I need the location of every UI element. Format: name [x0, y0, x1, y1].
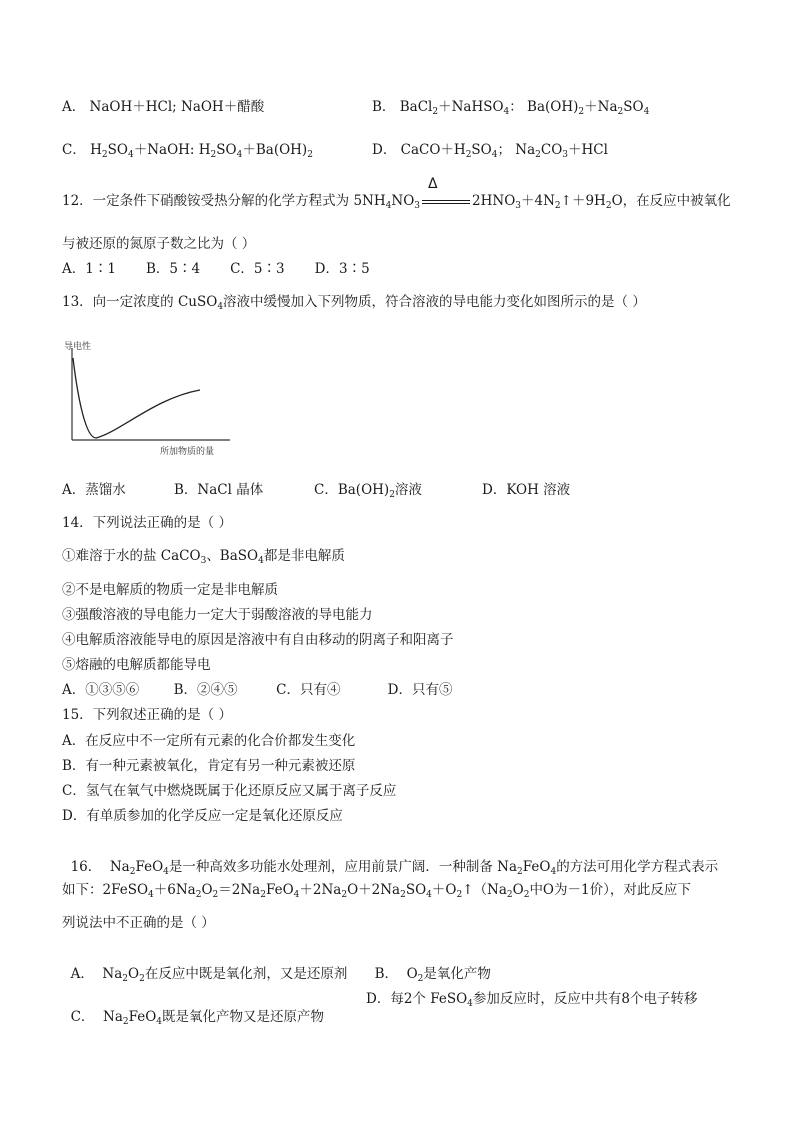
option-text: CaCO＋H [400, 142, 466, 158]
subscript: 4 [643, 107, 650, 117]
subscript: 4 [550, 867, 557, 877]
conductivity-curve [73, 358, 200, 438]
subscript: 4 [236, 150, 243, 160]
option-text: 是氧化产物 [423, 966, 491, 982]
option-text: BaCl [399, 99, 433, 115]
equation-text: O [512, 882, 524, 898]
q14-statement-5: ⑤熔融的电解质都能导电 [62, 657, 211, 673]
q12-stem [62, 192, 731, 210]
q16-option-b [366, 947, 491, 983]
statement-text: 、BaSO [206, 548, 259, 564]
q16-option-c [62, 990, 324, 1026]
question-text: 16． Na [70, 859, 130, 875]
subscript: 2 [456, 890, 463, 900]
subscript: 4 [426, 890, 432, 900]
option-text: ＋NaHSO [438, 99, 504, 115]
question-text: 是一种高效多功能水处理剂，应用前景广阔．一种制备 Na [168, 859, 518, 875]
q11-option-b [372, 98, 649, 116]
question-text: ↑＋9H [560, 193, 606, 209]
delta-symbol: Δ [428, 176, 438, 192]
q11-option-d [372, 141, 608, 159]
subscript: 4 [293, 890, 300, 900]
option-label: B． [372, 99, 396, 115]
subscript: 3 [562, 150, 569, 160]
subscript: 2 [122, 1017, 129, 1027]
subscript: 2 [535, 150, 541, 160]
q15-stem: 15．下列叙述正确的是（ ） [62, 707, 232, 723]
subscript: 4 [503, 107, 510, 117]
equation-text: ＋2Na [299, 882, 342, 898]
option-text: H [90, 142, 102, 158]
subscript: 2 [341, 890, 348, 900]
option-text: C．Ba(OH) [314, 482, 390, 498]
subscript: 2 [122, 974, 129, 984]
option-text: 参加反应时，反应中共有8个电子转移 [472, 991, 698, 1007]
statement-text: ①难溶于水的盐 CaCO [62, 548, 201, 564]
q16-stem [62, 840, 718, 876]
q13-option-a: A．蒸馏水 [62, 482, 126, 498]
q11-option-c [62, 141, 313, 159]
q15-option-c: C．氢气在氧气中燃烧既属于化还原反应又属于离子反应 [62, 783, 397, 799]
option-text: FeO [128, 1009, 157, 1025]
q16-stem-line3: 列说法中不正确的是（ ） [62, 915, 215, 931]
option-text: SO [107, 142, 128, 158]
option-text: (OH) [273, 142, 308, 158]
option-text: D．每2个 FeSO [366, 991, 468, 1007]
option-text: 在反应中既是氧化剂，又是还原剂 [144, 966, 348, 982]
subscript: 2 [129, 867, 136, 877]
subscript: 2 [578, 107, 585, 117]
option-text: 溶液 [394, 482, 422, 498]
subscript: 4 [127, 150, 134, 160]
option-text: NaOH＋HCl; NaOH＋醋酸 [89, 99, 265, 115]
equation-text: ＋O [431, 882, 457, 898]
question-text: 12．一定条件下硝酸铵受热分解的化学方程式为 5NH [62, 193, 386, 209]
option-text: A． Na [70, 966, 123, 982]
option-text: SO [471, 142, 492, 158]
q13-stem [62, 293, 646, 311]
question-text: NO [391, 193, 415, 209]
subscript: 4 [258, 556, 264, 566]
subscript: 4 [156, 1017, 163, 1027]
subscript: 2 [210, 150, 217, 160]
subscript: 2 [195, 890, 202, 900]
subscript: 2 [307, 150, 313, 160]
option-text: 既是氧化产物又是还原产物 [162, 1009, 325, 1025]
subscript: 4 [491, 150, 498, 160]
equation-text: O [201, 882, 213, 898]
subscript: 4 [148, 890, 154, 900]
q13-option-b: B．NaCl 晶体 [174, 482, 264, 498]
conductivity-graph [60, 340, 240, 460]
subscript: 2 [417, 974, 424, 984]
option-text: ； Na [497, 142, 536, 158]
subscript: 2 [260, 890, 266, 900]
equation-text: ↑（Na [462, 882, 507, 898]
option-text: ＋Na [584, 99, 618, 115]
subscript: 2 [465, 150, 472, 160]
subscript: 4 [385, 201, 392, 211]
question-text: O，在反应中被氧化 [611, 193, 731, 209]
equation-text: SO [405, 882, 427, 898]
equation-text: 如下：2FeSO [62, 882, 149, 898]
statement-text: 都是非电解质 [263, 548, 345, 564]
option-text: ＋Ba [242, 142, 274, 158]
subscript: 2 [554, 201, 561, 211]
subscript: 2 [101, 150, 108, 160]
question-text: 的方法可用化学方程式表示 [556, 859, 719, 875]
subscript: 2 [389, 490, 395, 500]
q11-option-a [62, 98, 264, 116]
option-text: CO [540, 142, 563, 158]
subscript: 2 [139, 974, 145, 984]
subscript: 2 [432, 107, 439, 117]
subscript: 3 [414, 201, 421, 211]
q16-option-a [62, 947, 347, 983]
q14-statement-4: ④电解质溶液能导电的原因是溶液中有自由移动的阴离子和阳离子 [62, 632, 454, 648]
q14-statement-1 [62, 547, 345, 565]
subscript: 2 [506, 890, 513, 900]
question-text: 溶液中缓慢加入下列物质，符合溶液的导电能力变化如图所示的是（ ） [223, 294, 646, 310]
q12-options: A．1∶1 B．5∶4 C．5∶3 D．3∶5 [62, 261, 370, 277]
question-text: 13．向一定浓度的 CuSO [62, 294, 218, 310]
q14-statement-3: ③强酸溶液的导电能力一定大于弱酸溶液的导电能力 [62, 607, 373, 623]
q15-option-d: D．有单质参加的化学反应一定是氧化还原反应 [62, 808, 343, 824]
q16-option-d [366, 990, 697, 1008]
subscript: 2 [212, 890, 219, 900]
subscript: 2 [605, 201, 612, 211]
q12-stem-line2: 与被还原的氮原子数之比为（ ） [62, 236, 256, 252]
subscript: 4 [217, 302, 224, 312]
question-text: FeO [522, 859, 551, 875]
option-text: ： Ba(OH) [509, 99, 579, 115]
subscript: 2 [523, 890, 530, 900]
reaction-equals-sign [422, 197, 470, 207]
q14-statement-2: ②不是电解质的物质一定是非电解质 [62, 582, 278, 598]
option-text: SO [623, 99, 644, 115]
question-text: ＋4N [521, 193, 555, 209]
q13-option-d: D．KOH 溶液 [482, 482, 571, 498]
subscript: 4 [467, 999, 473, 1009]
option-label: C． [62, 142, 86, 158]
q14-stem: 14．下列说法正确的是（ ） [62, 515, 232, 531]
subscript: 2 [617, 107, 624, 117]
equation-text: 中O为－1价），对此反应下 [529, 882, 691, 898]
equation-text: ＋6Na [153, 882, 196, 898]
option-text: O [128, 966, 140, 982]
question-text: 2HNO [472, 193, 516, 209]
question-text: FeO [135, 859, 164, 875]
q15-option-a: A．在反应中不一定所有元素的化合价都发生变化 [62, 733, 356, 749]
graph-y-label: 导电性 [64, 342, 92, 352]
option-text: B． O [374, 966, 418, 982]
option-label: D． [372, 142, 397, 158]
subscript: 2 [400, 890, 406, 900]
equation-text: ＝2Na [218, 882, 261, 898]
option-text: C． Na [70, 1009, 123, 1025]
q14-options: A．①③⑤⑥ B．②④⑤ C．只有④ D．只有⑤ [62, 682, 453, 698]
subscript: 3 [200, 556, 207, 566]
graph-x-label: 所加物质的量 [160, 447, 215, 457]
option-text: ＋NaOH: H [133, 142, 211, 158]
option-text: SO [216, 142, 237, 158]
subscript: 4 [163, 867, 169, 877]
option-text: ＋HCl [568, 142, 608, 158]
equation-text: O＋2Na [347, 882, 401, 898]
equation-text: FeO [265, 882, 294, 898]
option-label: A． [62, 99, 86, 115]
q16-equation [62, 881, 691, 899]
q13-option-c [314, 481, 422, 499]
q15-option-b: B．有一种元素被氧化，肯定有另一种元素被还原 [62, 758, 356, 774]
subscript: 2 [517, 867, 523, 877]
subscript: 3 [515, 201, 521, 211]
